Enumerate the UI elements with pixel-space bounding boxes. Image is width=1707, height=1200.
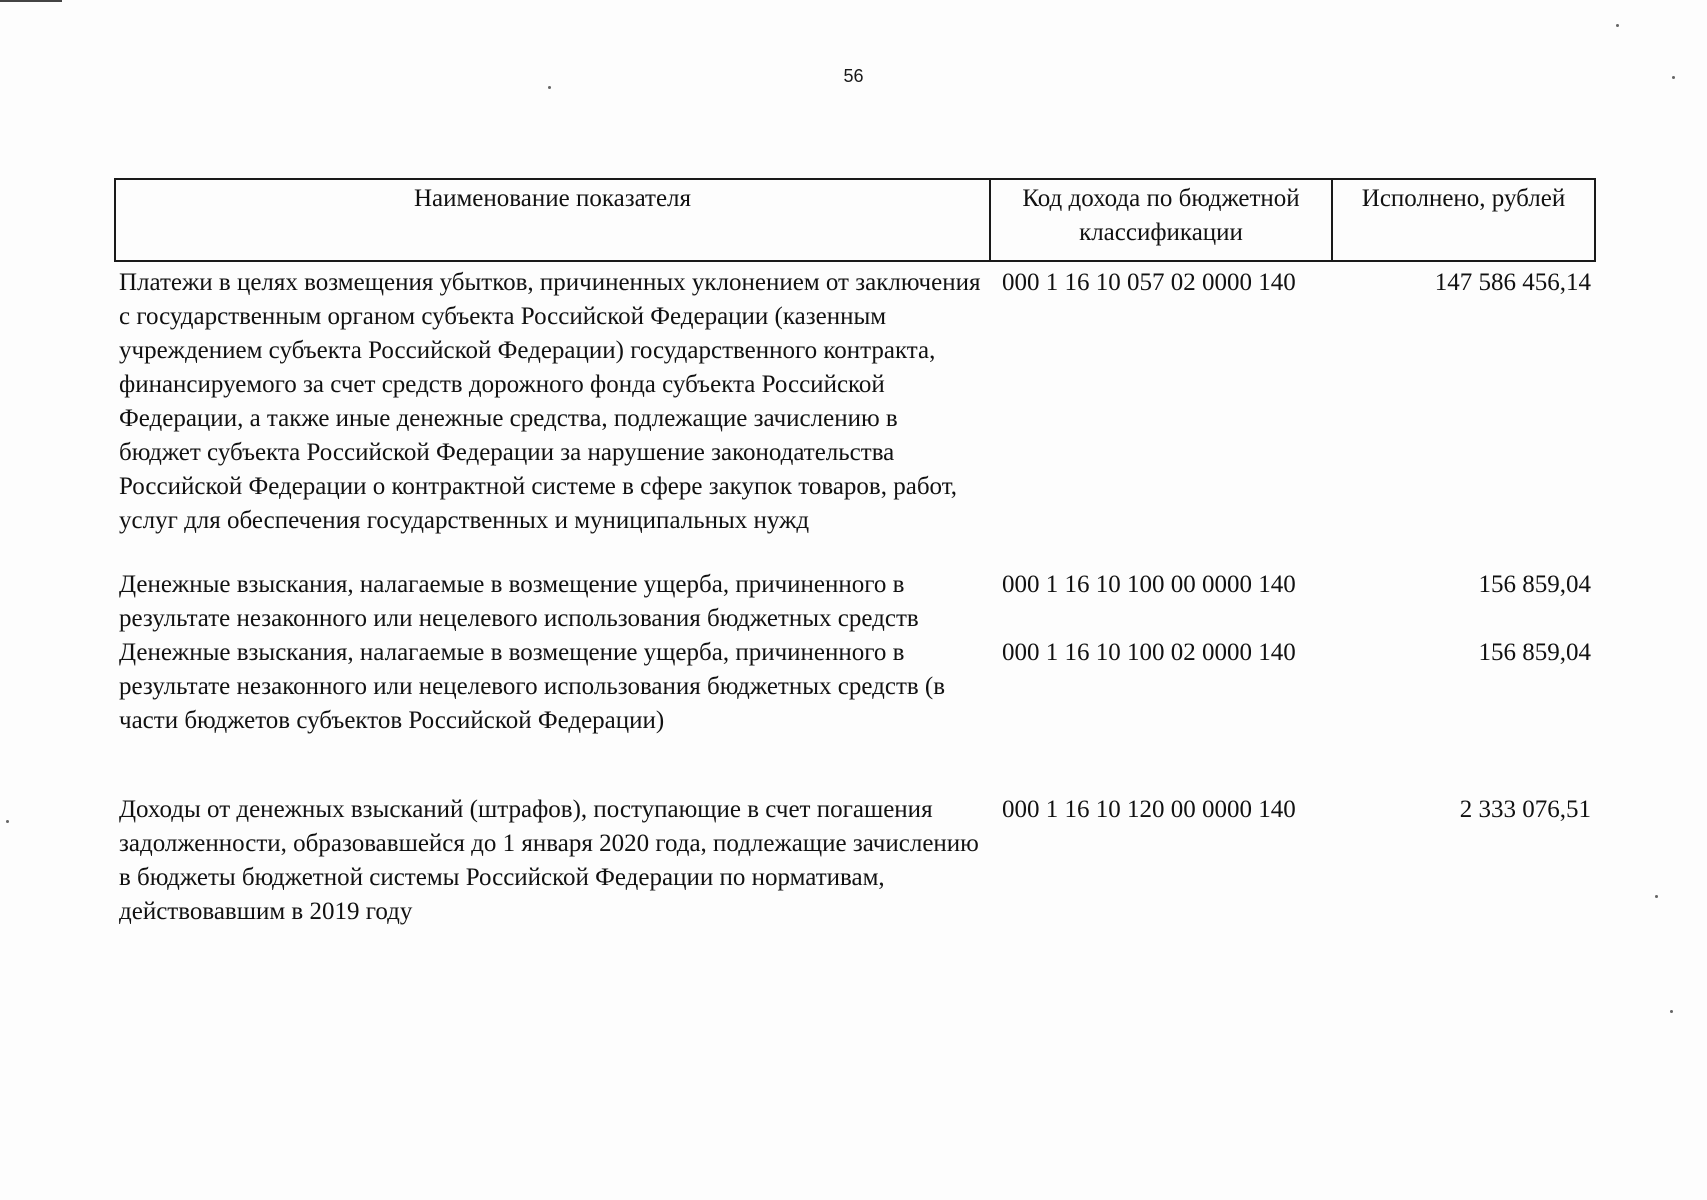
row-revenue-code: 000 1 16 10 100 02 0000 140 — [1002, 639, 1296, 666]
table-row — [115, 261, 1595, 538]
row-revenue-code: 000 1 16 10 057 02 0000 140 — [1002, 269, 1296, 296]
scan-speck — [1616, 24, 1619, 27]
header-revenue-code: Код дохода по бюджетной классификации — [990, 179, 1332, 261]
scan-speck — [1670, 1010, 1673, 1013]
scan-speck — [548, 86, 551, 89]
row-indicator-name: Доходы от денежных взысканий (штрафов), поступающие в счет погашения задолженности, образовавшейся до 1 января 2020 года, подлежащие зачислению в бюджеты бюджетной системы Российской Федерации по нормативам, действовавшим в 2019 году — [119, 796, 979, 925]
revenue-table — [114, 178, 1596, 929]
row-revenue-code: 000 1 16 10 100 00 0000 140 — [1002, 571, 1296, 598]
scan-speck — [1672, 76, 1675, 79]
row-indicator-name: Денежные взыскания, налагаемые в возмещение ущерба, причиненного в результате незаконного или нецелевого использования бюджетных средств (в части бюджетов субъектов Российской Федерации) — [119, 639, 946, 734]
scan-edge-mark — [0, 0, 62, 2]
row-indicator-name: Платежи в целях возмещения убытков, причиненных уклонением от заключения с государственным органом субъекта Российской Федерации (казенным учреждением субъекта Российской Федерации) государственного контракта, финансируемого за счет средств дорожного фонда субъекта Российской Федерации, а также иные денежные средства, подлежащие зачислению в бюджет субъекта Российской Федерации за нарушение законодательства Российской Федерации о контрактной системе в сфере закупок товаров, работ, услуг для обеспечения государственных и муниципальных нужд — [119, 269, 981, 534]
row-amount-executed: 156 859,04 — [1478, 571, 1591, 598]
scan-speck — [6, 820, 9, 823]
row-amount-executed: 147 586 456,14 — [1434, 269, 1591, 296]
table-row — [115, 738, 1595, 929]
table-row — [115, 636, 1595, 738]
row-amount-executed: 2 333 076,51 — [1459, 796, 1591, 823]
page-number: 56 — [843, 66, 864, 86]
header-indicator-name: Наименование показателя — [115, 179, 990, 261]
row-revenue-code: 000 1 16 10 120 00 0000 140 — [1002, 796, 1296, 823]
row-amount-executed: 156 859,04 — [1478, 639, 1591, 666]
table-row — [115, 538, 1595, 636]
scan-speck — [1655, 895, 1658, 898]
table-header-row — [115, 179, 1595, 261]
header-amount-executed: Исполнено, рублей — [1332, 179, 1595, 261]
row-indicator-name: Денежные взыскания, налагаемые в возмещение ущерба, причиненного в результате незаконного или нецелевого использования бюджетных средств — [119, 571, 919, 632]
